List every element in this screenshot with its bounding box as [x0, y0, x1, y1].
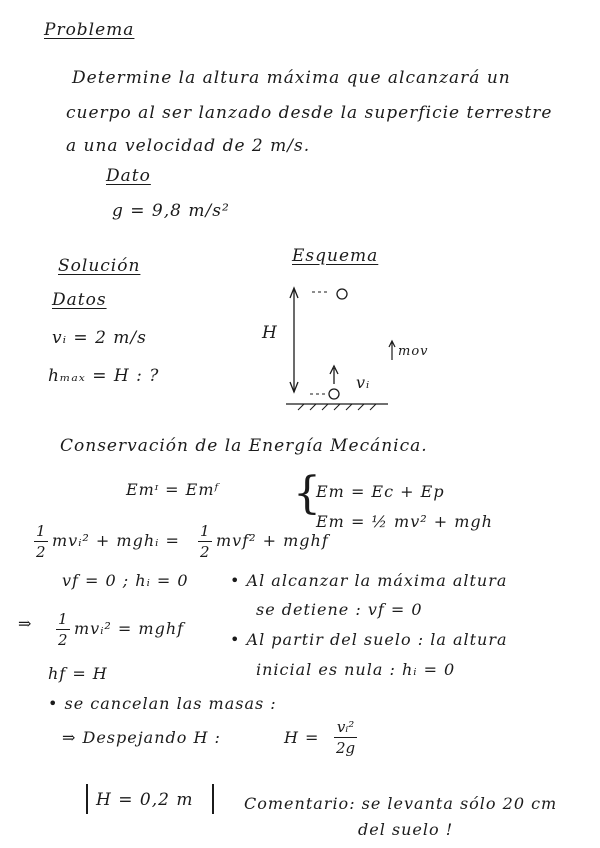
- statement-line-1: Determine la altura máxima que alcanzará un: [72, 68, 511, 88]
- fraction-numerator: 1: [200, 522, 210, 540]
- statement-line-2: cuerpo al ser lanzado desde la superficie terrestre: [66, 103, 553, 123]
- balance-right-terms: mvf² + mghf: [216, 531, 329, 550]
- system-line-1: Em = Ec + Ep: [316, 482, 445, 501]
- fraction-numerator: vᵢ²: [336, 718, 355, 736]
- datos-title: Datos: [52, 290, 107, 310]
- height-label: H: [262, 323, 278, 343]
- solve-fraction: [334, 718, 357, 757]
- comment-line-1: Comentario: se levanta sólo 20 cm: [244, 794, 558, 813]
- ground-hatch: [298, 404, 376, 410]
- balance-left-terms: mvᵢ² + mghᵢ =: [52, 531, 180, 550]
- esquema-diagram: [250, 280, 420, 420]
- fraction-numerator: 1: [36, 522, 46, 540]
- mov-label: mov: [398, 344, 429, 359]
- velocity-label: vᵢ: [356, 373, 371, 392]
- fraction-denominator: 2: [36, 543, 46, 561]
- comment-line-2: del suelo !: [358, 820, 454, 839]
- result-value: H = 0,2 m: [96, 790, 194, 810]
- balance-right-fraction: [198, 522, 212, 561]
- hf-equals-h: hf = H: [48, 664, 108, 683]
- fraction-denominator: 2g: [336, 739, 356, 757]
- note-line-4: inicial es nula : hᵢ = 0: [256, 660, 456, 679]
- note-line-1: • Al alcanzar la máxima altura: [230, 571, 508, 590]
- solve-lhs: H =: [284, 728, 320, 747]
- bottom-ball-icon: [329, 389, 339, 399]
- solve-label: ⇒ Despejando H :: [62, 728, 221, 747]
- conditions-line: vf = 0 ; hᵢ = 0: [62, 571, 189, 590]
- system-line-2: Em = ½ mv² + mgh: [316, 512, 493, 531]
- balance-left-fraction: [34, 522, 48, 561]
- reduced-terms: mvᵢ² = mghf: [74, 619, 185, 638]
- datos-height: hₘₐₓ = H : ?: [48, 366, 160, 386]
- principle-line: Conservación de la Energía Mecánica.: [60, 436, 428, 456]
- fraction-denominator: 2: [200, 543, 210, 561]
- statement-line-3: a una velocidad de 2 m/s.: [66, 136, 311, 156]
- fraction-numerator: 1: [58, 610, 68, 628]
- fraction-bar: [56, 629, 70, 630]
- note-line-2: se detiene : vf = 0: [256, 600, 423, 619]
- system-brace: {: [293, 468, 321, 519]
- datos-velocity: vᵢ = 2 m/s: [52, 328, 147, 348]
- esquema-title: Esquema: [292, 246, 379, 266]
- fraction-bar: [198, 541, 212, 542]
- mass-cancel-note: • se cancelan las masas :: [48, 694, 277, 713]
- problem-heading: Problema: [44, 20, 135, 40]
- note-line-3: • Al partir del suelo : la altura: [230, 630, 508, 649]
- implies-arrow: ⇒: [18, 614, 33, 633]
- dato-title: Dato: [106, 166, 151, 186]
- top-ball-icon: [337, 289, 347, 299]
- energy-equality: Emᶦ = Emᶠ: [126, 480, 220, 499]
- fraction-bar: [34, 541, 48, 542]
- fraction-bar: [334, 737, 357, 738]
- fraction-denominator: 2: [58, 631, 68, 649]
- solucion-title: Solución: [58, 256, 141, 276]
- reduced-fraction: [56, 610, 70, 649]
- dato-value: g = 9,8 m/s²: [112, 201, 230, 221]
